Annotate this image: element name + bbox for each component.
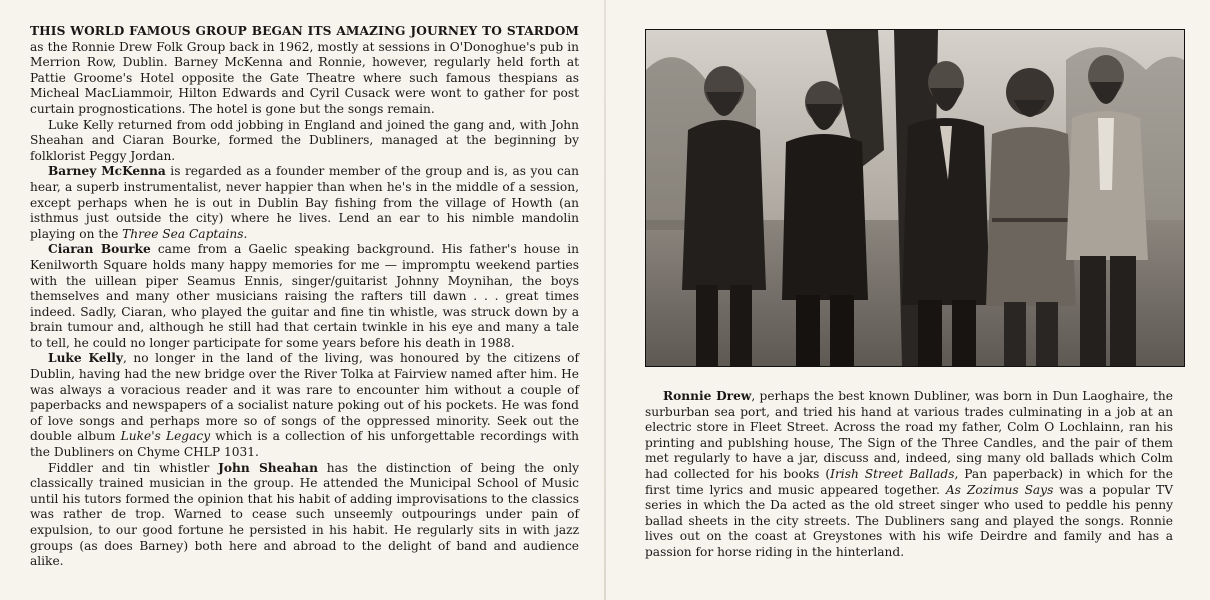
ciaran-bourke-paragraph — [30, 242, 579, 351]
intro-text: as the Ronnie Drew Folk Group back in 1962, mostly at sessions in O'Donoghue's pub in Merrion Row, Dublin. Barney McKenna and Ronnie, however, regularly held forth at Pattie Groome's Hotel opposite the Gate Theatre where such famous thespians as Micheal MacLiammoir, Hilton Edwards and Cyril Cusack were wont to gather for post curtain prognostications. The hotel is gone but the songs remain. — [30, 39, 579, 116]
ronnie-drew-name: Ronnie Drew — [663, 389, 752, 403]
john-sheahan-paragraph — [30, 461, 579, 570]
band-photo-illustration — [646, 30, 1184, 366]
left-body-text — [30, 24, 579, 570]
lukes-legacy-title: Luke's Legacy — [120, 429, 211, 444]
ciaran-bourke-text: came from a Gaelic speaking background. His father's house in Kenilworth Square holds many happy memories for me — impromptu weekend parties with the uillean piper Seamus Ennis, singer/guitarist Johnny Moynihan, the boys themselves and many other musicians raising the rafters till dawn . . . great times indeed. Sadly, Ciaran, who played the guitar and fine tin whistle, was struck down by a brain tumour and, although he still had that certain twinkle in his eye and many a tale to tell, he could no longer participate for some years before his death in 1988. — [30, 242, 580, 350]
ronnie-drew-text-a: , perhaps the best known Dubliner, was born in Dun Laoghaire, the surburban sea port, and tried his hand at various trades culminating in a job at an electric store in Fleet Street. Across the road my father, Colm O Lochlainn, ran his printing and publshing house, The Sign of the Three Candles, and the pair of them met regularly to have a jar, discuss and, indeed, sing many old ballads which Colm had collected for his books ( — [645, 389, 1173, 481]
john-sheahan-text-a: Fiddler and tin whistler — [48, 460, 219, 475]
three-sea-captains-title: Three Sea Captains. — [122, 226, 248, 241]
ronnie-drew-text-b: , Pan paperback) in which for the first time lyrics and music appeared together. — [645, 466, 1173, 497]
john-sheahan-text-b: has the distinction of being the only classically trained musician in the group. He attended the Municipal School of Music until his tutors formed the opinion that his habit of adding improvisations to the classics was rather de trop. Warned to cease such unseemly outpourings under pain of expulsion, to our good fortune he persisted in his habit. He regularly sits in with jazz groups (as does Barney) both here and abroad to the delight of band and audience alike. — [30, 460, 579, 569]
as-zozimus-says-title: As Zozimus Says — [945, 482, 1054, 497]
intro-caps-heading: THIS WORLD FAMOUS GROUP BEGAN ITS AMAZING JOURNEY TO STARDOM — [30, 24, 579, 38]
ciaran-bourke-name: Ciaran Bourke — [48, 242, 151, 257]
barney-mckenna-name: Barney McKenna — [48, 164, 166, 179]
luke-kelly-joins-paragraph — [30, 118, 579, 165]
barney-mckenna-paragraph — [30, 164, 579, 242]
barney-mckenna-text: is regarded as a founder member of the group and is, as you can hear, a superb instrumentalist, never happier than when he's in the middle of a session, except perhaps when he is out in Dublin Bay fishing from the village of Howth (an isthmus just outside the city) where he lives. Lend an ear to his nimble mandolin playing on the — [30, 164, 579, 241]
john-sheahan-name: John Sheahan — [218, 460, 318, 475]
luke-kelly-text-b: which is a collection of his unforgettable recordings with the Dubliners on Chyme CHLP 1031. — [30, 429, 579, 460]
right-body-text — [645, 389, 1173, 561]
luke-kelly-name: Luke Kelly — [48, 351, 123, 366]
right-page — [605, 0, 1210, 600]
band-photo — [645, 29, 1185, 367]
luke-kelly-paragraph — [30, 351, 579, 460]
luke-kelly-text-a: , no longer in the land of the living, was honoured by the citizens of Dublin, having had the new bridge over the River Tolka at Fairview named after him. He was always a voracious reader and it was rare to encounter him without a couple of paperbacks and newspapers of a socialist nature poking out of his pockets. He was fond of love songs and perhaps more so of songs of the oppressed minority. Seek out the double album — [30, 351, 580, 444]
intro-paragraph — [30, 24, 579, 118]
luke-kelly-joins-text: Luke Kelly returned from odd jobbing in England and joined the gang and, with John Sheahan and Ciaran Bourke, formed the Dubliners, managed at the beginning by folklorist Peggy Jordan. — [30, 117, 579, 163]
ronnie-drew-paragraph — [645, 389, 1173, 561]
ronnie-drew-text-c: was a popular TV series in which the Da acted as the old street singer who used to peddle his penny ballad sheets in the city streets. The Dubliners sang and played the songs. Ronnie lives out on the coast at Greystones with his wife Deirdre and family and has a passion for horse riding in the hinterland. — [645, 482, 1173, 559]
irish-street-ballads-title: Irish Street Ballads — [830, 466, 955, 481]
